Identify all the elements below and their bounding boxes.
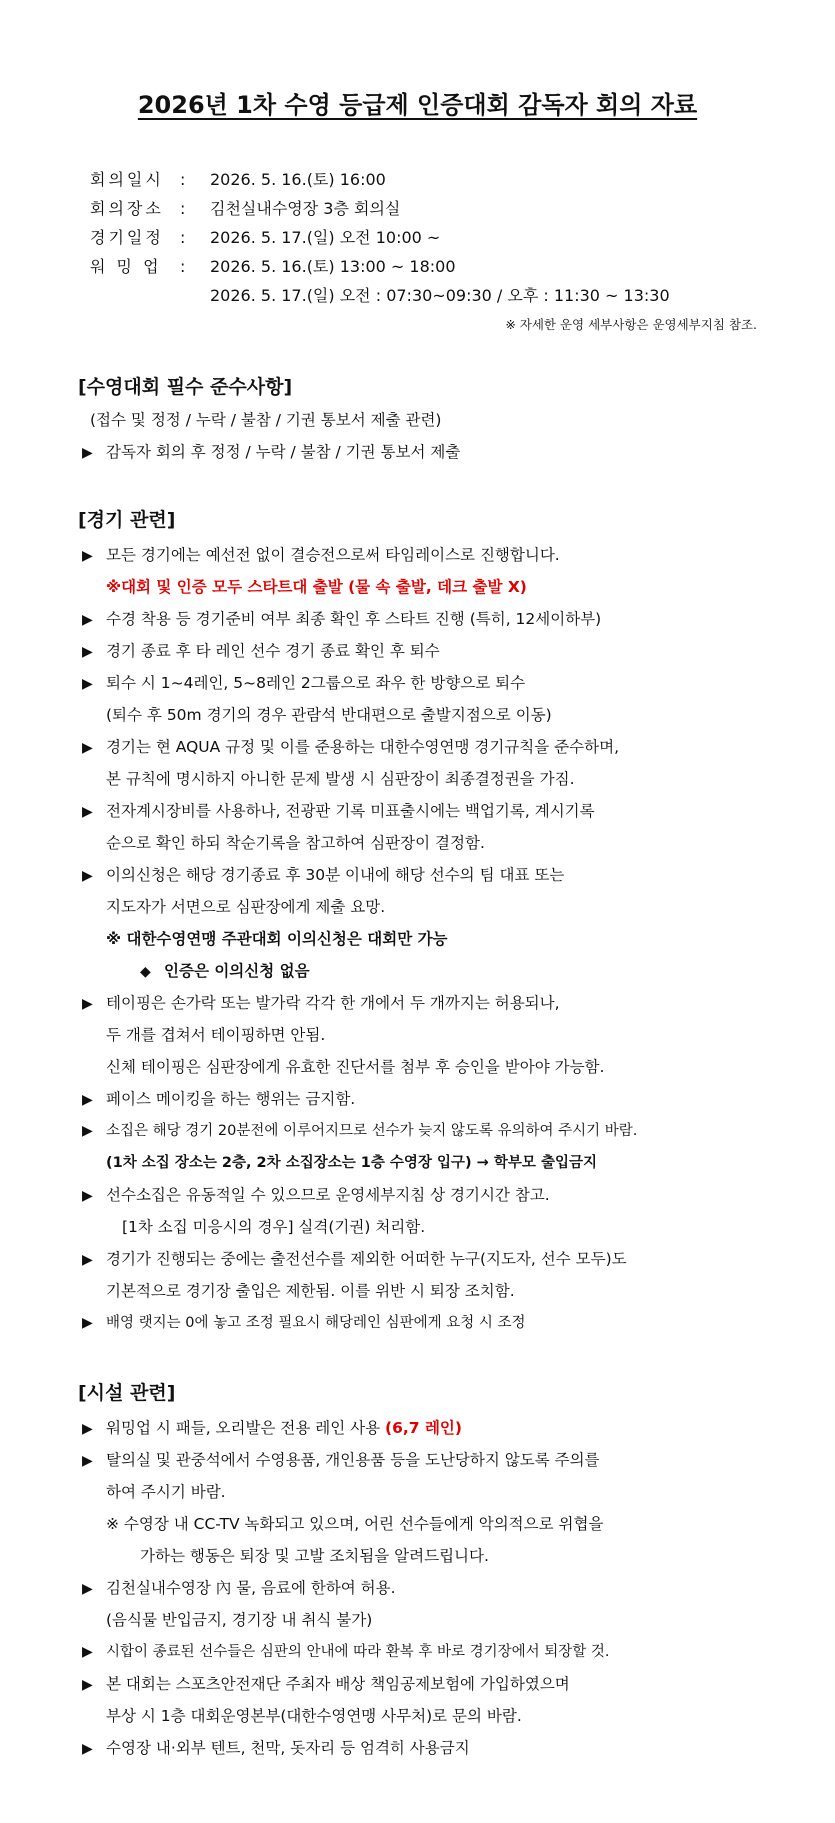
- bullet-icon: ▶: [82, 868, 93, 884]
- list-item: [82, 669, 525, 698]
- list-item: [82, 1181, 550, 1210]
- info-value: 2026. 5. 16.(토) 16:00: [210, 170, 386, 189]
- text-line: 신체 테이핑은 심판장에게 유효한 진단서를 첨부 후 승인을 받아야 가능함.: [106, 1058, 605, 1076]
- info-row-meeting-place: [90, 194, 670, 223]
- bullet-icon: ▶: [82, 1581, 93, 1597]
- text-line: 기본적으로 경기장 출입은 제한됨. 이를 위반 시 퇴장 조치함.: [106, 1282, 515, 1300]
- section-title-facility: [시설 관련]: [78, 1382, 176, 1404]
- section-title-rules: [수영대회 필수 준수사항]: [78, 376, 293, 398]
- info-row-warmup: [90, 252, 670, 281]
- text-line: 순으로 확인 하되 착순기록을 참고하여 심판장이 결정함.: [106, 834, 485, 852]
- list-item-text: 전자계시장비를 사용하나, 전광판 기록 미표출시에는 백업기록, 계시기록: [106, 802, 595, 820]
- list-item: [82, 1446, 600, 1475]
- list-item: [82, 1670, 570, 1699]
- text-line: 하여 주시기 바람.: [106, 1483, 226, 1501]
- text-line: 지도자가 서면으로 심판장에게 제출 요망.: [106, 898, 386, 916]
- list-item: [82, 1414, 462, 1443]
- bullet-icon: ▶: [82, 1453, 93, 1469]
- lane-highlight: (6,7 레인): [385, 1419, 462, 1437]
- list-item: [82, 1638, 610, 1667]
- list-item-text: 인증은 이의신청 없음: [164, 962, 310, 980]
- list-item-text: 이의신청은 해당 경기종료 후 30분 이내에 해당 선수의 팀 대표 또는: [106, 866, 565, 884]
- text-line: 가하는 행동은 퇴장 및 고발 조치됨을 알려드립니다.: [140, 1547, 489, 1565]
- bullet-icon: ▶: [82, 1421, 93, 1437]
- text-line: ※ 수영장 내 CC-TV 녹화되고 있으며, 어린 선수들에게 악의적으로 위협을: [106, 1515, 604, 1533]
- bullet-icon: ▶: [82, 1188, 93, 1204]
- bullet-icon: ▶: [82, 996, 93, 1012]
- info-colon: :: [180, 228, 186, 247]
- list-item-text: 탈의실 및 관중석에서 수영용품, 개인용품 등을 도난당하지 않도록 주의를: [106, 1451, 600, 1469]
- diamond-note: [140, 957, 310, 986]
- list-item-text: 본 대회는 스포츠안전재단 주최자 배상 책임공제보험에 가입하였으며: [106, 1675, 570, 1693]
- list-item-text: 워밍업 시 패들, 오리발은 전용 레인 사용: [106, 1419, 385, 1437]
- bullet-icon: ▶: [82, 548, 93, 564]
- list-item: [82, 1574, 396, 1603]
- meeting-info: [90, 165, 670, 310]
- bullet-icon: ▶: [82, 445, 93, 461]
- info-row-meeting-time: [90, 165, 670, 194]
- info-label: 경기일정: [90, 228, 164, 247]
- list-item: [82, 637, 440, 666]
- text-line: (접수 및 정정 / 누락 / 불참 / 기권 통보서 제출 관련): [90, 411, 442, 429]
- list-item-text: 선수소집은 유동적일 수 있으므로 운영세부지침 상 경기시간 참고.: [106, 1186, 550, 1204]
- text-line: (음식물 반입금지, 경기장 내 취식 불가): [106, 1611, 373, 1629]
- bullet-icon: ▶: [82, 1677, 93, 1693]
- list-item-text: 김천실내수영장 內 물, 음료에 한하여 허용.: [106, 1579, 396, 1597]
- bullet-icon: ▶: [82, 676, 93, 692]
- bullet-icon: ▶: [82, 1092, 93, 1108]
- list-item-text: 경기는 현 AQUA 규정 및 이를 준용하는 대한수영연맹 경기규칙을 준수하며,: [106, 738, 619, 756]
- info-value: 2026. 5. 17.(일) 오전 : 07:30~09:30 / 오후 : 11:30 ~ 13:30: [210, 286, 670, 305]
- list-item: [82, 1085, 355, 1114]
- info-row-game-date: [90, 223, 670, 252]
- section-title-game: [경기 관련]: [78, 509, 176, 531]
- list-item-text: 시합이 종료된 선수들은 심판의 안내에 따라 환복 후 바로 경기장에서 퇴장할 것.: [106, 1644, 610, 1660]
- bullet-icon: ▶: [82, 1741, 93, 1757]
- list-item: [82, 438, 460, 467]
- info-label: 회의장소: [90, 199, 164, 218]
- info-value: 2026. 5. 16.(토) 13:00 ~ 18:00: [210, 257, 456, 276]
- list-item: [82, 605, 601, 634]
- text-line: 두 개를 겹쳐서 테이핑하면 안됨.: [106, 1026, 326, 1044]
- list-item-text: 수경 착용 등 경기준비 여부 최종 확인 후 스타트 진행 (특히, 12세이하부): [106, 610, 602, 628]
- list-item-text: 소집은 해당 경기 20분전에 이루어지므로 선수가 늦지 않도록 유의하여 주시기 바람.: [106, 1123, 638, 1139]
- list-item-text: 경기 종료 후 타 레인 선수 경기 종료 확인 후 퇴수: [106, 642, 440, 660]
- diamond-icon: ◆: [140, 964, 151, 980]
- list-item-text: 모든 경기에는 예선전 없이 결승전으로써 타임레이스로 진행합니다.: [106, 546, 560, 564]
- text-line: 부상 시 1층 대회운영본부(대한수영연맹 사무처)로 문의 바람.: [106, 1707, 522, 1725]
- info-colon: :: [180, 170, 186, 189]
- list-item: [82, 797, 595, 826]
- list-item: [82, 861, 564, 890]
- bullet-icon: ▶: [82, 1644, 93, 1660]
- bullet-icon: ▶: [82, 644, 93, 660]
- list-item-text: 감독자 회의 후 정정 / 누락 / 불참 / 기권 통보서 제출: [106, 443, 461, 461]
- list-item-text: 경기가 진행되는 중에는 출전선수를 제외한 어떠한 누구(지도자, 선수 모두)도: [106, 1250, 627, 1268]
- list-item-text: 테이핑은 손가락 또는 발가락 각각 한 개에서 두 개까지는 허용되나,: [106, 994, 560, 1012]
- info-label: 회의일시: [90, 170, 164, 189]
- list-item: [82, 1117, 637, 1146]
- bullet-icon: ▶: [82, 804, 93, 820]
- list-item-text: 페이스 메이킹을 하는 행위는 금지함.: [106, 1090, 356, 1108]
- info-note: ※ 자세한 운영 세부사항은 운영세부지침 참조.: [505, 317, 757, 332]
- list-item: [82, 989, 560, 1018]
- bullet-icon: ▶: [82, 1123, 93, 1139]
- list-item-text: 수영장 내·외부 텐트, 천막, 돗자리 등 엄격히 사용금지: [106, 1739, 470, 1757]
- document-title: 2026년 1차 수영 등급제 인증대회 감독자 회의 자료: [137, 91, 698, 119]
- info-value: 2026. 5. 17.(일) 오전 10:00 ~: [210, 228, 441, 247]
- bold-note: (1차 소집 장소는 2층, 2차 소집장소는 1층 수영장 입구) → 학부모 출입금지: [106, 1155, 597, 1171]
- list-item: [82, 1734, 470, 1763]
- list-item-text: 배영 랫지는 0에 놓고 조정 필요시 해당레인 심판에게 요청 시 조정: [106, 1315, 526, 1331]
- bullet-icon: ▶: [82, 740, 93, 756]
- text-line: [1차 소집 미응시의 경우] 실격(기권) 처리함.: [122, 1218, 426, 1236]
- text-line: 본 규칙에 명시하지 아니한 문제 발생 시 심판장이 최종결정권을 가짐.: [106, 770, 575, 788]
- list-item: [82, 733, 619, 762]
- red-notice: ※대회 및 인증 모두 스타트대 출발 (물 속 출발, 데크 출발 X): [106, 578, 527, 596]
- list-item: [82, 1245, 627, 1274]
- bullet-icon: ▶: [82, 1315, 93, 1331]
- bullet-icon: ▶: [82, 1252, 93, 1268]
- text-line: (퇴수 후 50m 경기의 경우 관람석 반대편으로 출발지점으로 이동): [106, 706, 552, 724]
- list-item-text: 퇴수 시 1~4레인, 5~8레인 2그룹으로 좌우 한 방향으로 퇴수: [106, 674, 526, 692]
- info-label: 워 밍 업: [90, 257, 162, 276]
- info-value: 김천실내수영장 3층 회의실: [210, 199, 401, 218]
- info-colon: :: [180, 199, 186, 218]
- list-item: [82, 1309, 526, 1338]
- list-item: [82, 541, 560, 570]
- info-row-warmup-2: [90, 281, 670, 310]
- info-colon: :: [180, 257, 186, 276]
- bold-note: ※ 대한수영연맹 주관대회 이의신청은 대회만 가능: [106, 930, 448, 948]
- bullet-icon: ▶: [82, 612, 93, 628]
